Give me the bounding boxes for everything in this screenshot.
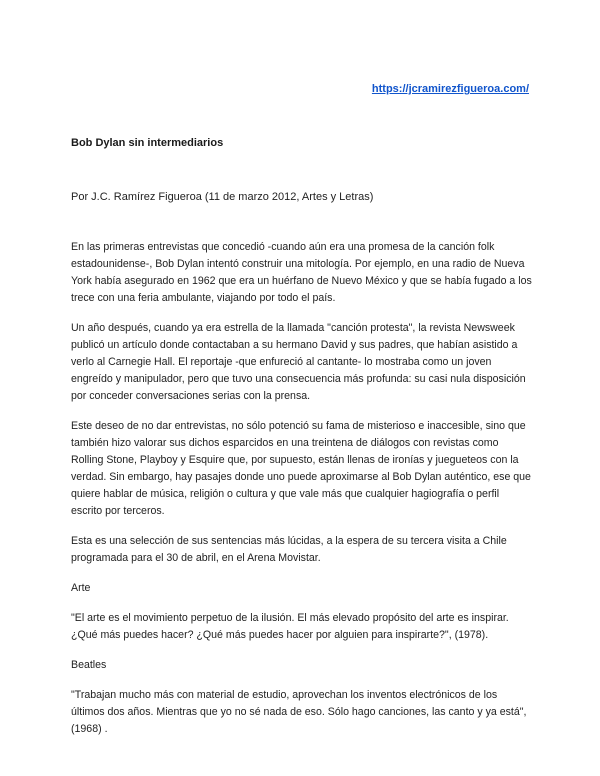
article-body [71, 239, 533, 751]
section-heading-arte: Arte [71, 582, 91, 594]
quote-beatles: "Trabajan mucho más con material de estudio, aprovechan los inventos electrónicos de los últimos dos años. Mientras que yo no sé nada de eso. Sólo hago canciones, las canto y ya está", (1968) . [71, 689, 527, 735]
article-title: Bob Dylan sin intermediarios [71, 137, 224, 149]
section-heading-beatles: Beatles [71, 659, 107, 671]
paragraph: Un año después, cuando ya era estrella de la llamada "canción protesta", la revista Newsweek publicó un artículo donde contactaban a su hermano David y sus padres, que habían asistido a verlo al Carnegie Hall. El reportaje -que enfureció al cantante- lo mostraba como un joven engreído y manipulador, pero que tuvo una consecuencia más profunda: su casi nula disposición por conceder conversaciones serias con la prensa. [71, 322, 526, 402]
quote-arte: "El arte es el movimiento perpetuo de la ilusión. El más elevado propósito del arte es inspirar. ¿Qué más puedes hacer? ¿Qué más puedes hacer por alguien para inspirarte?", (1978). [71, 612, 509, 641]
paragraph: Este deseo de no dar entrevistas, no sólo potenció su fama de misterioso e inaccesible, sino que también hizo valorar sus dichos esparcidos en una treintena de diálogos con revistas como Rolling Stone, Playboy y Esquire que, por supuesto, están llenas de ironías y juegueteos con la verdad. Sin embargo, hay pasajes donde uno puede aproximarse al Bob Dylan auténtico, ese que quiere hablar de música, religión o cultura y que vale más que cualquier hagiografía o perfil escrito por terceros. [71, 420, 531, 517]
paragraph: Esta es una selección de sus sentencias más lúcidas, a la espera de su tercera visita a Chile programada para el 30 de abril, en el Arena Movistar. [71, 535, 507, 564]
article-byline: Por J.C. Ramírez Figueroa (11 de marzo 2012, Artes y Letras) [71, 191, 374, 203]
website-link[interactable]: https://jcramirezfigueroa.com/ [371, 83, 529, 95]
paragraph: En las primeras entrevistas que concedió -cuando aún era una promesa de la canción folk estadounidense-, Bob Dylan intentó construir una mitología. Por ejemplo, en una radio de Nueva York había asegurado en 1962 que era un huérfano de Nuevo México y que se había fugado a los trece con una feria ambulante, viajando por todo el país. [71, 241, 532, 304]
